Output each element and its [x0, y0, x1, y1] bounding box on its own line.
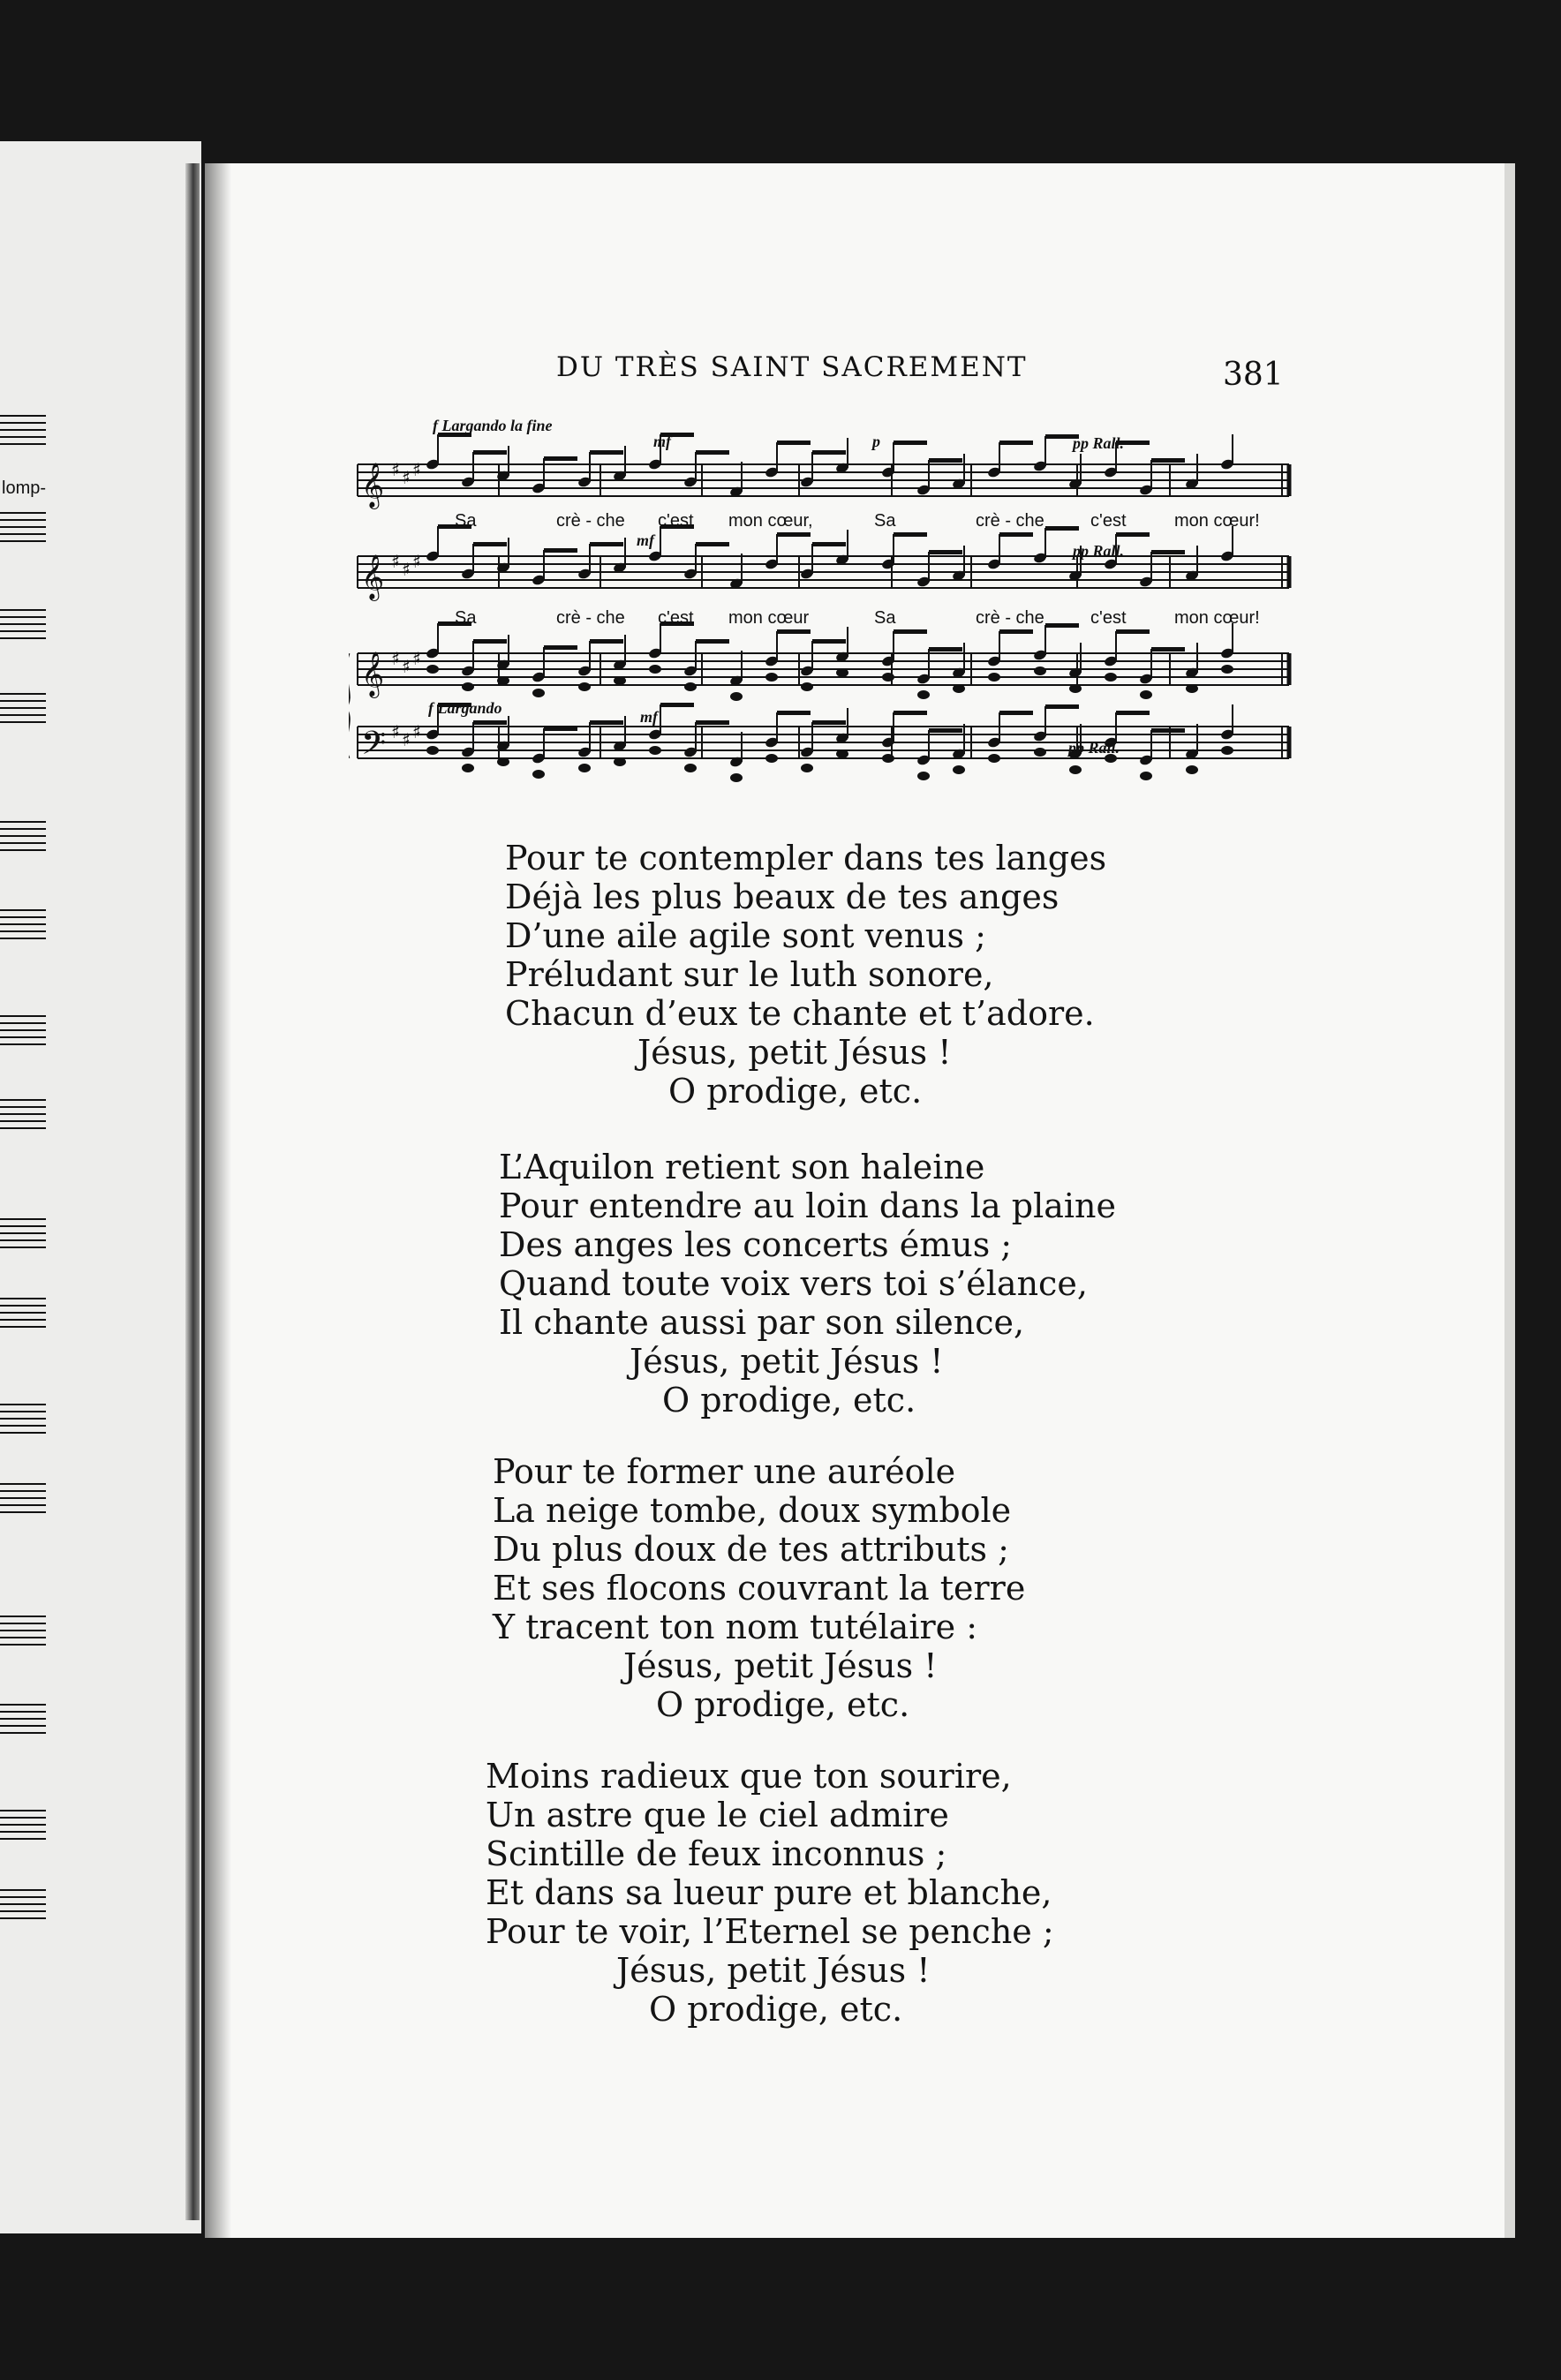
sharp-icon: ♯ [412, 459, 421, 480]
left-staff-fragment [0, 512, 46, 547]
lyric-word: c'est [658, 511, 694, 531]
verse-line: Pour te contempler dans tes langes [505, 839, 1107, 877]
lyric-word: Sa [874, 511, 896, 531]
left-lyric-fragment: lomp- [2, 478, 47, 498]
sharp-icon: ♯ [391, 721, 400, 742]
note-beam [696, 542, 729, 546]
note-head [765, 754, 778, 763]
note-beam [590, 450, 623, 455]
note-head [426, 665, 439, 674]
left-staff-fragment [0, 1810, 46, 1845]
note-beam [1151, 647, 1185, 651]
note-head [836, 668, 848, 677]
dynamic-marking: mf [640, 708, 658, 726]
bass-clef-icon: 𝄢 [361, 725, 387, 770]
left-staff-fragment [0, 1218, 46, 1254]
lyric-word: c'est [1090, 511, 1127, 531]
lyric-word: Sa [455, 511, 477, 531]
note-beam [1045, 704, 1079, 709]
lyric-word: c'est [1090, 608, 1127, 628]
note-beam [999, 629, 1033, 634]
note-head [497, 676, 509, 685]
note-head [765, 673, 778, 682]
verse-line: D’une aile agile sont venus ; [505, 916, 986, 955]
lyric-word: mon cœur, [728, 511, 813, 531]
note-head [882, 673, 894, 682]
refrain-line: O prodige, etc. [668, 1072, 923, 1111]
note-head [497, 757, 509, 766]
refrain-line: Jésus, petit Jésus ! [630, 1342, 944, 1381]
note-head [836, 749, 848, 758]
sharp-icon: ♯ [402, 729, 411, 750]
verse [505, 839, 1106, 1111]
lyric-word: crè - che [976, 511, 1044, 531]
note-head [1069, 684, 1082, 693]
note-beam [473, 450, 507, 455]
note-head [801, 764, 813, 772]
note-head [1069, 765, 1082, 774]
note-beam [660, 703, 694, 707]
sharp-icon: ♯ [391, 551, 400, 572]
note-beam [999, 711, 1033, 715]
verse [499, 1148, 1116, 1420]
note-head [649, 665, 661, 674]
verse-line: Chacun d’eux te chante et t’adore. [505, 994, 1095, 1033]
sharp-icon: ♯ [412, 648, 421, 669]
left-staff-fragment [0, 693, 46, 728]
lyric-word: crè - che [556, 608, 625, 628]
dynamic-marking: pp Rall. [1073, 434, 1125, 452]
lyric-word: Sa [874, 608, 896, 628]
note-beam [894, 532, 927, 537]
note-beam [812, 542, 846, 546]
note-head [684, 764, 697, 772]
note-beam [777, 711, 811, 715]
note-beam [812, 450, 846, 455]
note-head [1186, 765, 1198, 774]
sharp-icon: ♯ [402, 559, 411, 580]
book-gutter [185, 163, 200, 2220]
lyric-word: crè - che [976, 608, 1044, 628]
note-head [801, 682, 813, 691]
left-staff-fragment [0, 1298, 46, 1333]
dynamic-marking: mf [637, 531, 654, 549]
refrain-line: Jésus, petit Jésus ! [616, 1951, 931, 1990]
lyric-word: mon cœur! [1174, 608, 1260, 628]
note-beam [1151, 550, 1185, 554]
left-staff-fragment [0, 909, 46, 945]
verse-line: Quand toute voix vers toi s’élance, [499, 1264, 1088, 1303]
sharp-icon: ♯ [391, 648, 400, 669]
running-head: DU TRÈS SAINT SACREMENT [556, 351, 1028, 383]
sharp-icon: ♯ [402, 656, 411, 677]
note-beam [894, 629, 927, 634]
refrain-line: O prodige, etc. [662, 1381, 916, 1420]
refrain-line: Jésus, petit Jésus ! [623, 1646, 938, 1685]
left-staff-fragment [0, 821, 46, 856]
note-head [1221, 665, 1233, 674]
verse-line: Préludant sur le luth sonore, [505, 955, 994, 994]
lyric-word: c'est [658, 608, 694, 628]
note-head [1034, 667, 1046, 675]
note-beam [590, 542, 623, 546]
note-head [614, 676, 626, 685]
note-head [953, 765, 965, 774]
refrain-line: Jésus, petit Jésus ! [637, 1033, 952, 1072]
sharp-icon: ♯ [412, 721, 421, 742]
treble-clef-icon: 𝄞 [361, 651, 385, 697]
note-head [462, 682, 474, 691]
verse-line: Du plus doux de tes attributs ; [493, 1530, 1009, 1569]
note-head [532, 770, 545, 779]
verse-line: La neige tombe, doux symbole [493, 1491, 1012, 1530]
note-beam [544, 456, 577, 461]
left-staff-fragment [0, 1889, 46, 1924]
note-head [614, 757, 626, 766]
verse-line: Et ses flocons couvrant la terre [493, 1569, 1026, 1608]
verse-line: Des anges les concerts émus ; [499, 1225, 1013, 1264]
dynamic-marking: p [872, 433, 880, 450]
sharp-icon: ♯ [412, 551, 421, 572]
note-head [730, 773, 743, 782]
verse-line: Y tracent ton nom tutélaire : [493, 1608, 978, 1646]
treble-clef-icon: 𝄞 [361, 463, 385, 508]
note-beam [590, 639, 623, 644]
left-staff-fragment [0, 609, 46, 644]
music-score [349, 413, 1293, 828]
left-staff-fragment [0, 1704, 46, 1739]
note-beam [1116, 532, 1150, 537]
note-beam [894, 441, 927, 445]
note-beam [929, 458, 962, 463]
note-head [426, 746, 439, 755]
verse-line: Pour te former une auréole [493, 1452, 956, 1491]
note-beam [696, 450, 729, 455]
verse-line: Pour te voir, l’Eternel se penche ; [486, 1912, 1054, 1951]
note-head [730, 692, 743, 701]
score-notes [426, 433, 1235, 782]
lyric-word: mon cœur [728, 608, 810, 628]
refrain-line: O prodige, etc. [656, 1685, 910, 1724]
left-staff-fragment [0, 1483, 46, 1518]
note-head [988, 673, 1000, 682]
note-head [684, 682, 697, 691]
note-head [953, 684, 965, 693]
dynamic-marking: pp Rall. [1073, 542, 1125, 560]
verse-line: Il chante aussi par son silence, [499, 1303, 1025, 1342]
note-head [1140, 690, 1152, 699]
note-head [578, 764, 591, 772]
lyric-word: Sa [455, 608, 477, 628]
lyric-word: crè - che [556, 511, 625, 531]
note-head [532, 689, 545, 697]
dynamic-marking: f Largando la fine [433, 417, 553, 434]
verse-line: Pour entendre au loin dans la plaine [499, 1186, 1116, 1225]
note-beam [929, 728, 962, 733]
left-staff-fragment [0, 415, 46, 450]
note-beam [999, 532, 1033, 537]
dynamic-marking: pp Rall. [1068, 739, 1120, 757]
verse-line: L’Aquilon retient son haleine [499, 1148, 985, 1186]
treble-clef-icon: 𝄞 [361, 554, 385, 599]
sharp-icon: ♯ [402, 467, 411, 488]
left-staff-fragment [0, 1099, 46, 1134]
note-beam [1116, 629, 1150, 634]
note-beam [777, 441, 811, 445]
sharp-icon: ♯ [391, 459, 400, 480]
note-beam [544, 548, 577, 553]
dynamic-marking: f Largando [428, 699, 502, 717]
note-beam [473, 639, 507, 644]
note-beam [544, 645, 577, 650]
note-beam [1151, 728, 1185, 733]
note-head [1034, 748, 1046, 757]
note-head [1105, 673, 1117, 682]
verse-line: Un astre que le ciel admire [486, 1796, 949, 1834]
note-beam [696, 720, 729, 725]
note-beam [894, 711, 927, 715]
verse-line: Moins radieux que ton sourire, [486, 1757, 1012, 1796]
verse-line: Déjà les plus beaux de tes anges [505, 877, 1060, 916]
note-head [649, 746, 661, 755]
note-beam [473, 720, 507, 725]
note-head [917, 772, 930, 780]
note-beam [544, 727, 577, 731]
note-beam [929, 647, 962, 651]
note-beam [812, 639, 846, 644]
note-head [1186, 684, 1198, 693]
note-beam [1045, 526, 1079, 531]
verse-line: Scintille de feux inconnus ; [486, 1834, 947, 1873]
note-beam [777, 532, 811, 537]
refrain-line: O prodige, etc. [649, 1990, 903, 2029]
verse [486, 1757, 1054, 2029]
note-beam [696, 639, 729, 644]
left-staff-fragment [0, 1015, 46, 1051]
note-head [578, 682, 591, 691]
lyric-word: mon cœur! [1174, 511, 1260, 531]
note-head [1221, 746, 1233, 755]
note-head [917, 690, 930, 699]
dynamic-marking: mf [653, 433, 671, 450]
note-head [988, 754, 1000, 763]
note-beam [777, 629, 811, 634]
page-shadow [205, 163, 231, 2238]
note-head [462, 764, 474, 772]
left-page-fragment [0, 141, 201, 2233]
verse [493, 1452, 1025, 1724]
note-beam [590, 720, 623, 725]
note-beam [999, 441, 1033, 445]
note-beam [1151, 458, 1185, 463]
page-number: 381 [1223, 357, 1284, 393]
verse-line: Et dans sa lueur pure et blanche, [486, 1873, 1052, 1912]
left-staff-fragment [0, 1616, 46, 1651]
left-staff-fragment [0, 1404, 46, 1439]
note-beam [473, 542, 507, 546]
note-head [1140, 772, 1152, 780]
note-beam [812, 720, 846, 725]
note-beam [929, 550, 962, 554]
note-beam [1116, 711, 1150, 715]
note-head [882, 754, 894, 763]
note-beam [1045, 623, 1079, 628]
